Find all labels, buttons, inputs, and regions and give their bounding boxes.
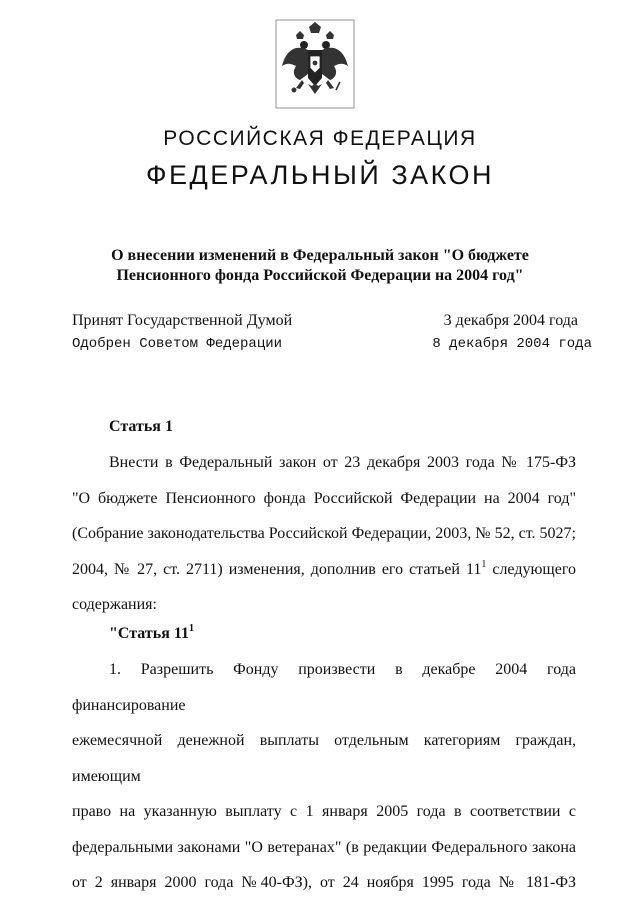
article-1-line: Внести в Федеральный закон от 23 декабря 2003 года № 175-ФЗ bbox=[109, 454, 576, 471]
council-date: 8 декабря 2004 года bbox=[432, 336, 592, 352]
law-title bbox=[0, 246, 640, 286]
article-1-text bbox=[72, 445, 576, 623]
line-4-text: 2004, № 27, ст. 2711) изменения, дополнив его статьей 11 bbox=[72, 560, 482, 578]
article-1-line: (Собрание законодательства Российской Федерации, 2003, № 52, ст. 5027; bbox=[72, 525, 576, 542]
article-11-line: от 2 января 2000 года №40-ФЗ), от 24 ноября 1995 года № 181-ФЗ bbox=[72, 874, 576, 891]
article-11-line: право на указанную выплату с 1 января 2005 года в соответствии с bbox=[72, 803, 576, 820]
law-title-line-1: О внесении изменений в Федеральный закон "О бюджете bbox=[111, 247, 529, 264]
coat-of-arms-emblem bbox=[274, 18, 356, 110]
line-4-tail: следующего bbox=[486, 560, 576, 578]
law-title-line-2: Пенсионного фонда Российской Федерации на 2004 год" bbox=[116, 267, 524, 284]
article-11-heading bbox=[109, 625, 194, 643]
superscript: 1 bbox=[481, 558, 487, 570]
country-heading: РОССИЙСКАЯ ФЕДЕРАЦИЯ bbox=[163, 127, 477, 150]
document-type-heading: ФЕДЕРАЛЬНЫЙ ЗАКОН bbox=[145, 160, 495, 190]
duma-label: Принят Государственной Думой bbox=[72, 312, 293, 329]
article-11-text bbox=[72, 652, 576, 901]
article-11-heading-text: "Статья 11 bbox=[109, 625, 189, 642]
duma-date: 3 декабря 2004 года bbox=[443, 312, 578, 329]
council-label: Одобрен Советом Федерации bbox=[72, 336, 283, 352]
article-1-heading: Статья 1 bbox=[109, 418, 173, 435]
article-11-line: федеральными законами "О ветеранах" (в редакции Федерального закона bbox=[72, 838, 576, 856]
article-1-line-4 bbox=[72, 552, 576, 588]
article-1-line: содержания: bbox=[72, 596, 157, 613]
article-1-line: "О бюджете Пенсионного фонда Российской Федерации на 2004 год" bbox=[72, 489, 576, 507]
article-11-line: ежемесячной денежной выплаты отдельным категориям граждан, имеющим bbox=[72, 732, 576, 785]
superscript: 1 bbox=[188, 623, 194, 634]
article-11-line: 1. Разрешить Фонду произвести в декабре 2004 года финансирование bbox=[72, 661, 576, 714]
